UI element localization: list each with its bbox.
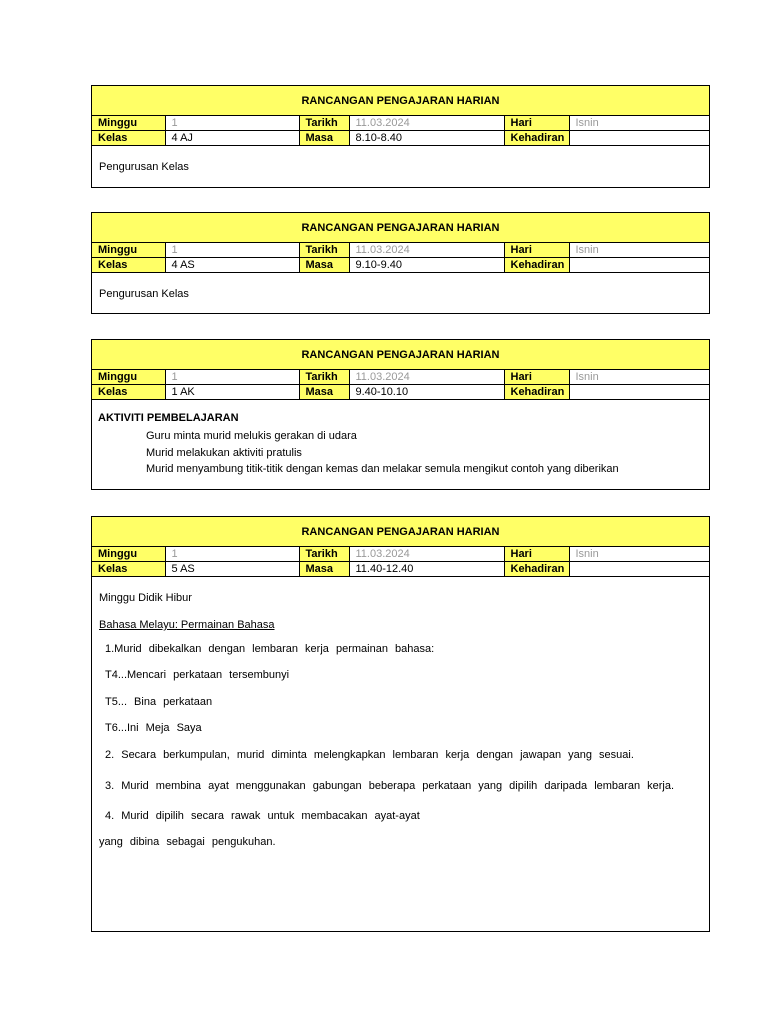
masa-value: 9.40-10.10 bbox=[349, 385, 504, 400]
kelas-value: 5 AS bbox=[165, 562, 299, 577]
content-line: yang dibina sebagai pengukuhan. bbox=[99, 836, 276, 848]
tarikh-value: 11.03.2024 bbox=[349, 370, 504, 385]
hari-label: Hari bbox=[504, 370, 569, 385]
content-line: 3. Murid membina ayat menggunakan gabungan beberapa perkataan yang dipilih daripada lembaran kerja. bbox=[105, 780, 675, 792]
plan-header: RANCANGAN PENGAJARAN HARIAN bbox=[92, 86, 709, 116]
masa-label: Masa bbox=[299, 385, 349, 400]
hari-value: Isnin bbox=[569, 243, 709, 258]
kelas-label: Kelas bbox=[92, 258, 165, 273]
plan-meta-table bbox=[92, 547, 709, 577]
kehadiran-label: Kehadiran bbox=[504, 258, 569, 273]
plan-meta-table bbox=[92, 243, 709, 273]
masa-value: 11.40-12.40 bbox=[349, 562, 504, 577]
masa-label: Masa bbox=[299, 562, 349, 577]
kehadiran-value bbox=[569, 562, 709, 577]
activity-item: Guru minta murid melukis gerakan di udara bbox=[146, 430, 357, 442]
content-line: T5... Bina perkataan bbox=[105, 696, 213, 708]
kelas-value: 4 AS bbox=[165, 258, 299, 273]
activity-item: Murid melakukan aktiviti pratulis bbox=[146, 447, 302, 459]
tarikh-value: 11.03.2024 bbox=[349, 116, 504, 131]
content-line: 2. Secara berkumpulan, murid diminta melengkapkan lembaran kerja dengan jawapan yang sesuai. bbox=[105, 749, 634, 761]
masa-label: Masa bbox=[299, 258, 349, 273]
hari-label: Hari bbox=[504, 116, 569, 131]
kelas-value: 4 AJ bbox=[165, 131, 299, 146]
masa-value: 9.10-9.40 bbox=[349, 258, 504, 273]
minggu-label: Minggu bbox=[92, 370, 165, 385]
masa-value: 8.10-8.40 bbox=[349, 131, 504, 146]
kehadiran-value bbox=[569, 131, 709, 146]
content-text: Pengurusan Kelas bbox=[99, 288, 189, 300]
minggu-label: Minggu bbox=[92, 243, 165, 258]
hari-label: Hari bbox=[504, 547, 569, 562]
hari-label: Hari bbox=[504, 243, 569, 258]
kehadiran-value bbox=[569, 258, 709, 273]
hari-value: Isnin bbox=[569, 116, 709, 131]
plan-meta-table bbox=[92, 370, 709, 400]
kelas-value: 1 AK bbox=[165, 385, 299, 400]
activity-item: Murid menyambung titik-titik dengan kemas dan melakar semula mengikut contoh yang diberikan bbox=[146, 463, 619, 475]
content-line: 1.Murid dibekalkan dengan lembaran kerja permainan bahasa: bbox=[105, 643, 435, 655]
tarikh-value: 11.03.2024 bbox=[349, 243, 504, 258]
masa-label: Masa bbox=[299, 131, 349, 146]
content-line: T4...Mencari perkataan tersembunyi bbox=[105, 669, 290, 681]
tarikh-label: Tarikh bbox=[299, 547, 349, 562]
lesson-plan-1 bbox=[91, 85, 710, 188]
content-text: Pengurusan Kelas bbox=[99, 161, 189, 173]
lesson-plan-4 bbox=[91, 516, 710, 932]
content-title: Minggu Didik Hibur bbox=[99, 592, 192, 604]
hari-value: Isnin bbox=[569, 370, 709, 385]
plan-header: RANCANGAN PENGAJARAN HARIAN bbox=[92, 340, 709, 370]
plan-header: RANCANGAN PENGAJARAN HARIAN bbox=[92, 213, 709, 243]
kehadiran-label: Kehadiran bbox=[504, 385, 569, 400]
lesson-plan-2 bbox=[91, 212, 710, 314]
kelas-label: Kelas bbox=[92, 562, 165, 577]
minggu-value: 1 bbox=[165, 370, 299, 385]
plan-header: RANCANGAN PENGAJARAN HARIAN bbox=[92, 517, 709, 547]
plan-meta-table bbox=[92, 116, 709, 146]
kelas-label: Kelas bbox=[92, 385, 165, 400]
tarikh-label: Tarikh bbox=[299, 116, 349, 131]
activity-heading: AKTIVITI PEMBELAJARAN bbox=[98, 412, 239, 424]
lesson-plan-3 bbox=[91, 339, 710, 490]
minggu-label: Minggu bbox=[92, 116, 165, 131]
minggu-value: 1 bbox=[165, 243, 299, 258]
kehadiran-value bbox=[569, 385, 709, 400]
minggu-value: 1 bbox=[165, 547, 299, 562]
tarikh-value: 11.03.2024 bbox=[349, 547, 504, 562]
minggu-label: Minggu bbox=[92, 547, 165, 562]
minggu-value: 1 bbox=[165, 116, 299, 131]
content-line: T6...Ini Meja Saya bbox=[105, 722, 202, 734]
tarikh-label: Tarikh bbox=[299, 370, 349, 385]
tarikh-label: Tarikh bbox=[299, 243, 349, 258]
kehadiran-label: Kehadiran bbox=[504, 131, 569, 146]
subject-heading: Bahasa Melayu: Permainan Bahasa bbox=[99, 619, 275, 631]
content-line: 4. Murid dipilih secara rawak untuk membacakan ayat-ayat bbox=[105, 810, 420, 822]
kelas-label: Kelas bbox=[92, 131, 165, 146]
hari-value: Isnin bbox=[569, 547, 709, 562]
kehadiran-label: Kehadiran bbox=[504, 562, 569, 577]
